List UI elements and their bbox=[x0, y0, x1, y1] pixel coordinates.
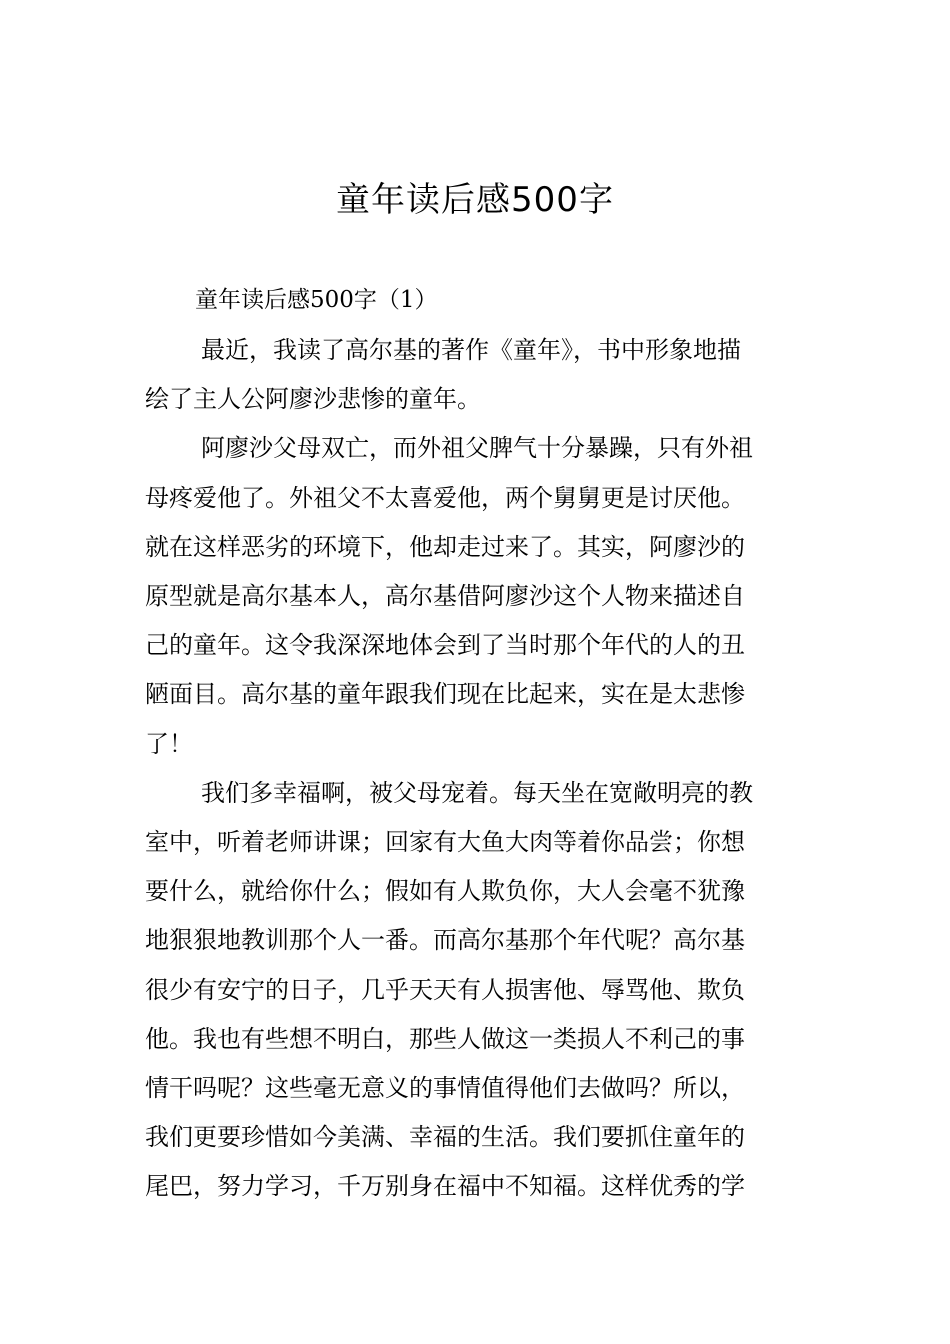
paragraph-line: 我们更要珍惜如今美满、幸福的生活。我们要抓住童年的 bbox=[145, 1123, 745, 1152]
paragraph-line: 最近，我读了高尔基的著作《童年》，书中形象地描 bbox=[201, 336, 741, 364]
paragraph-line: 尾巴，努力学习，千万别身在福中不知福。这样优秀的学 bbox=[145, 1172, 745, 1201]
paragraph-line: 了！ bbox=[145, 729, 193, 758]
paragraph-line: 他。我也有些想不明白，那些人做这一类损人不利己的事 bbox=[145, 1024, 745, 1053]
paragraph-line: 原型就是高尔基本人，高尔基借阿廖沙这个人物来描述自 bbox=[145, 582, 745, 611]
paragraph-line: 绘了主人公阿廖沙悲惨的童年。 bbox=[145, 385, 481, 414]
paragraph-2 bbox=[145, 424, 807, 768]
paragraph-line: 很少有安宁的日子，几乎天天有人损害他、辱骂他、欺负 bbox=[145, 975, 745, 1004]
paragraph-line: 阿廖沙父母双亡，而外祖父脾气十分暴躁，只有外祖 bbox=[201, 434, 753, 463]
document-body bbox=[145, 278, 807, 1212]
paragraph-line: 地狠狠地教训那个人一番。而高尔基那个年代呢？高尔基 bbox=[145, 926, 745, 955]
paragraph-line: 母疼爱他了。外祖父不太喜爱他，两个舅舅更是讨厌他。 bbox=[145, 483, 745, 512]
section-subtitle: 童年读后感500字（1） bbox=[195, 287, 438, 313]
paragraph-line: 要什么，就给你什么；假如有人欺负你，大人会毫不犹豫 bbox=[145, 877, 745, 906]
paragraph-3 bbox=[145, 769, 807, 1212]
paragraph-line: 室中，听着老师讲课；回家有大鱼大肉等着你品尝；你想 bbox=[145, 828, 745, 857]
document-title: 童年读后感500字 bbox=[336, 180, 614, 220]
paragraph-line: 就在这样恶劣的环境下，他却走过来了。其实，阿廖沙的 bbox=[145, 532, 745, 561]
paragraph-1 bbox=[145, 326, 807, 424]
paragraph-line: 陋面目。高尔基的童年跟我们现在比起来，实在是太悲惨 bbox=[145, 680, 745, 709]
paragraph-line: 情干吗呢？这些毫无意义的事情值得他们去做吗？所以， bbox=[145, 1074, 745, 1103]
paragraph-line: 己的童年。这令我深深地体会到了当时那个年代的人的丑 bbox=[145, 631, 745, 660]
paragraph-line: 我们多幸福啊，被父母宠着。每天坐在宽敞明亮的教 bbox=[201, 778, 753, 807]
